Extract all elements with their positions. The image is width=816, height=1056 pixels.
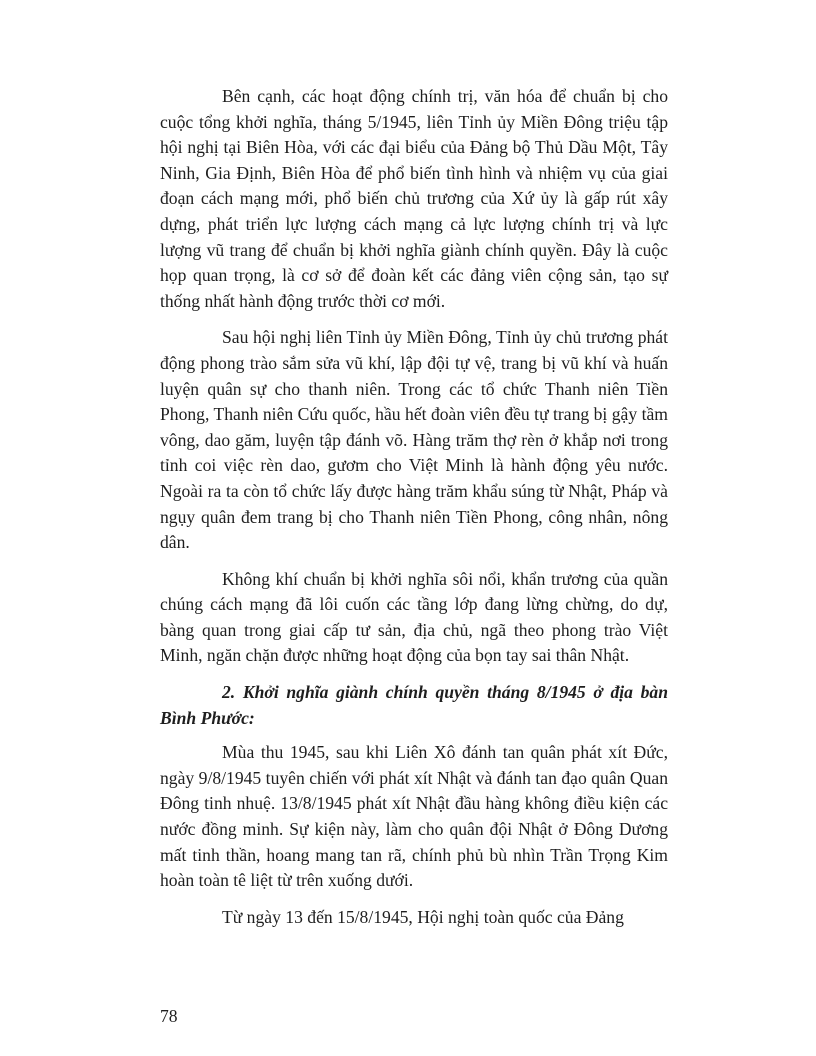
- paragraph-3: Không khí chuẩn bị khởi nghĩa sôi nổi, khẩn trương của quần chúng cách mạng đã lôi cuốn các tầng lớp đang lừng chừng, do dự, bàng quan trong giai cấp tư sản, địa chủ, ngã theo phong trào Việt Minh, ngăn chặn được những hoạt động của bọn tay sai thân Nhật.: [160, 568, 668, 666]
- page-body: [160, 84, 668, 941]
- section-paragraph-1: Mùa thu 1945, sau khi Liên Xô đánh tan quân phát xít Đức, ngày 9/8/1945 tuyên chiến với phát xít Nhật và đánh tan đạo quân Quan Đông tinh nhuệ. 13/8/1945 phát xít Nhật đầu hàng không điều kiện các nước đồng minh. Sự kiện này, làm cho quân đội Nhật ở Đông Dương mất tinh thần, hoang mang tan rã, chính phủ bù nhìn Trần Trọng Kim hoàn toàn tê liệt từ trên xuống dưới.: [160, 742, 668, 891]
- paragraph-1: Bên cạnh, các hoạt động chính trị, văn hóa để chuẩn bị cho cuộc tổng khởi nghĩa, tháng 5/1945, liên Tỉnh ủy Miền Đông triệu tập hội nghị tại Biên Hòa, với các đại biểu của Đảng bộ Thủ Dầu Một, Tây Ninh, Gia Định, Biên Hòa để phổ biến tình hình và nhiệm vụ của giai đoạn cách mạng mới, phổ biến chủ trương của Xứ ủy là gấp rút xây dựng, phát triển lực lượng cách mạng cả lực lượng chính trị và lực lượng vũ trang để chuẩn bị khởi nghĩa giành chính quyền. Đây là cuộc họp quan trọng, là cơ sở để đoàn kết các đảng viên cộng sản, tạo sự thống nhất hành động trước thời cơ mới.: [160, 86, 668, 311]
- section-paragraph-2: Từ ngày 13 đến 15/8/1945, Hội nghị toàn quốc của Đảng: [222, 906, 624, 927]
- paragraph-2: Sau hội nghị liên Tỉnh ủy Miền Đông, Tỉnh ủy chủ trương phát động phong trào sắm sửa vũ khí, lập đội tự vệ, trang bị vũ khí và huấn luyện quân sự cho thanh niên. Trong các tổ chức Thanh niên Tiền Phong, Thanh niên Cứu quốc, hầu hết đoàn viên đều tự trang bị gậy tầm vông, dao găm, luyện tập đánh võ. Hàng trăm thợ rèn ở khắp nơi trong tỉnh coi việc rèn dao, gươm cho Việt Minh là hành động yêu nước. Ngoài ra ta còn tổ chức lấy được hàng trăm khẩu súng từ Nhật, Pháp và ngụy quân đem trang bị cho Thanh niên Tiền Phong, công nhân, nông dân.: [160, 327, 668, 553]
- page-number: 78: [160, 1006, 178, 1026]
- section-heading: 2. Khởi nghĩa giành chính quyền tháng 8/1945 ở địa bàn Bình Phước:: [160, 682, 668, 728]
